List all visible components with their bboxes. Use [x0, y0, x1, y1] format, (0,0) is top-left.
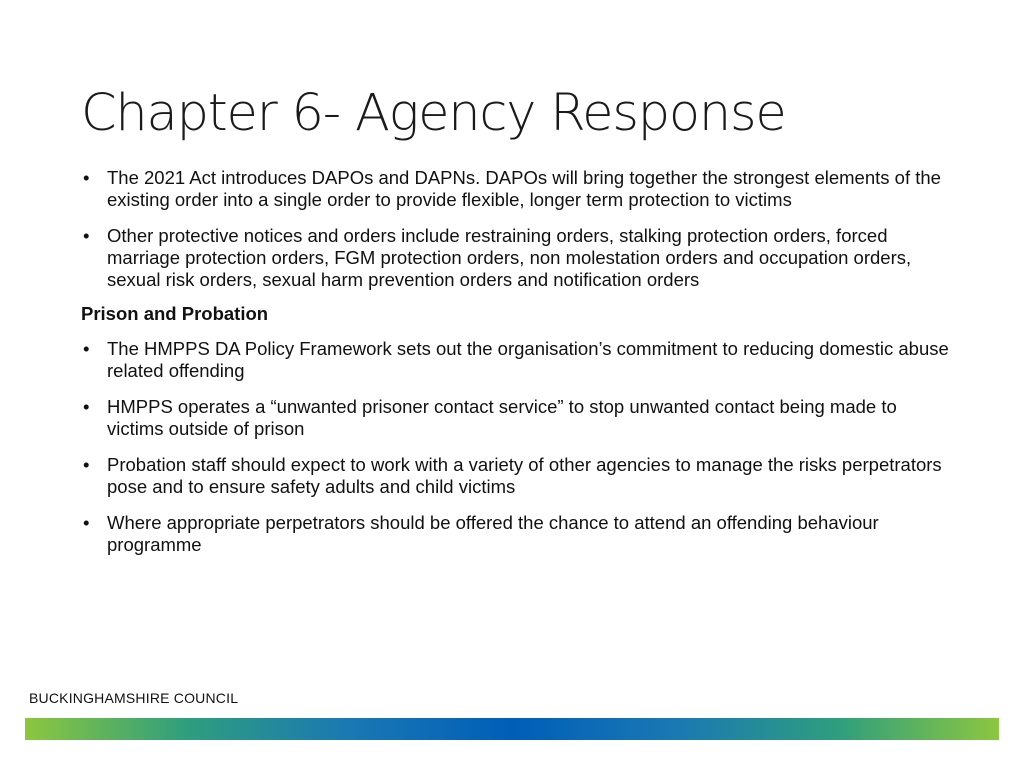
- slide-body: [81, 165, 951, 570]
- bullet-icon: •: [83, 512, 90, 533]
- bullet-icon: •: [83, 338, 90, 359]
- bullet-icon: •: [83, 454, 90, 475]
- bullet-text: HMPPS operates a “unwanted prisoner contact service” to stop unwanted contact being made to victims outside of prison: [107, 396, 897, 439]
- prison-bullet-list: [81, 338, 951, 556]
- bullet-text: The 2021 Act introduces DAPOs and DAPNs. DAPOs will bring together the strongest elements of the existing order into a single order to provide flexible, longer term protection to victims: [107, 167, 941, 210]
- footer-organisation-name: BUCKINGHAMSHIRE COUNCIL: [29, 690, 239, 706]
- bullet-item: [81, 167, 951, 211]
- section-heading: Prison and Probation: [81, 303, 269, 324]
- bullet-text: Probation staff should expect to work with a variety of other agencies to manage the risks perpetrators pose and to ensure safety adults and child victims: [107, 454, 942, 497]
- bullet-item: [81, 225, 951, 291]
- bullet-item: [81, 338, 951, 382]
- bullet-text: Where appropriate perpetrators should be offered the chance to attend an offending behaviour programme: [107, 512, 879, 555]
- slide-title: Chapter 6- Agency Response: [81, 84, 786, 143]
- bullet-item: [81, 512, 951, 556]
- bullet-item: [81, 454, 951, 498]
- bullet-item: [81, 396, 951, 440]
- bullet-text: The HMPPS DA Policy Framework sets out the organisation’s commitment to reducing domestic abuse related offending: [107, 338, 949, 381]
- bullet-icon: •: [83, 225, 90, 246]
- bullet-icon: •: [83, 167, 90, 188]
- footer-gradient-band: [25, 718, 999, 740]
- bullet-icon: •: [83, 396, 90, 417]
- intro-bullet-list: [81, 167, 951, 291]
- bullet-text: Other protective notices and orders include restraining orders, stalking protection orders, forced marriage protection orders, FGM protection orders, non molestation orders and occupation orders, sexual risk orders, sexual harm prevention orders and notification orders: [107, 225, 912, 290]
